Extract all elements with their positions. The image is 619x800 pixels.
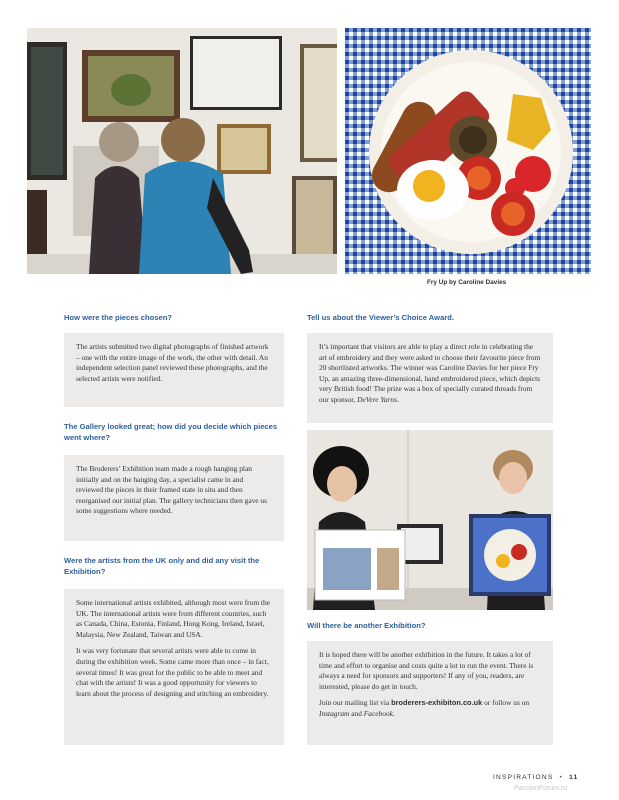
section-name: INSPIRATIONS: [493, 774, 554, 781]
fry-up-artwork-photo: [345, 28, 591, 274]
answer-another-exhibition: [307, 641, 553, 745]
answer-gallery-layout-text: The Broderers’ Exhibition team made a rough hanging plan initially and on the hanging day, a specialist came in and reviewed the pieces in their framed state in situ and then reorganised our initial plan. The gallery technicians then gave us some suggestions where needed.: [76, 464, 268, 516]
answer-pieces-chosen-text: The artists submitted two digital photographs of finished artwork – one with the entire image of the work, the other with detail. An independent selection panel reviewed these photographs, and the selected artists were notified.: [76, 342, 269, 383]
watermark: PassionForum.ru: [514, 785, 568, 792]
question-viewers-choice: Tell us about the Viewer’s Choice Award.: [307, 313, 454, 322]
answer-viewers-choice-main: It’s important that visitors are able to play a direct role in celebrating the art of embroidery and they were asked to choose their favourite piece from 20 shortlisted artworks. The winner was Caroline Davies for her piece Fry Up, an amazing three-dimensional, hand embroidered piece, which depicts very British food! The prize was a box of specially curated threads from our sponsor,: [319, 342, 541, 404]
mailing-list-pre: Join our mailing list via: [319, 698, 390, 708]
answer-artists-uk-text-1: Some international artists exhibited, although most were from the UK. The international artists were from different countries, such as Canada, China, Estonia, Finland, Hong Kong, Ireland, Israel, Malaysia, New Zealand, Taiwan and USA.: [76, 598, 270, 639]
instagram-link[interactable]: Instagram: [319, 708, 350, 718]
sponsor-name: DeVere Yarns: [357, 394, 398, 404]
website-link[interactable]: broderers-exhibiton.co.uk: [391, 698, 483, 708]
answer-pieces-chosen: [64, 333, 284, 407]
gallery-photo: [27, 28, 337, 274]
answer-viewers-choice: [307, 333, 553, 423]
footer-bullet: •: [559, 774, 564, 781]
answer-viewers-choice-text: [319, 342, 541, 406]
question-artists-uk: Were the artists from the UK only and did any visit the Exhibition?: [64, 556, 260, 576]
mailing-list-end: .: [392, 708, 395, 718]
question-pieces-chosen: How were the pieces chosen?: [64, 313, 173, 322]
mailing-list-and: and: [351, 708, 362, 718]
page-footer: [493, 774, 578, 781]
mailing-list-mid: or follow us on: [484, 698, 530, 708]
question-another-exhibition: Will there be another Exhibition?: [307, 621, 426, 630]
page-number: 11: [569, 774, 579, 781]
photo-caption: Fry Up by Caroline Davies: [427, 279, 507, 286]
answer-gallery-layout: [64, 455, 284, 541]
answer-artists-uk-text-2: It was very fortunate that several artists were able to come in during the exhibition week. Some came more than once – in fact, several times! It was great for the public to be able to meet and chat with the artists! It was a good opportunity for viewers to learn about the process of designing and stitching an embroidery.: [76, 646, 269, 698]
facebook-link[interactable]: Facebook: [363, 708, 393, 718]
award-winner-photo: [307, 430, 553, 610]
answer-another-exhibition-text: It is hoped there will be another exhibition in the future. It takes a lot of time and effort to organise and costs quite a lot to run the event. There is always a need for sponsors and supporters! If any of you, readers, are interested, please do get in touch.: [319, 650, 534, 691]
answer-viewers-choice-end: .: [397, 394, 399, 404]
mailing-list-text: [319, 698, 541, 719]
answer-artists-uk: [64, 589, 284, 745]
question-gallery-layout: The Gallery looked great; how did you decide which pieces went where?: [64, 422, 278, 442]
